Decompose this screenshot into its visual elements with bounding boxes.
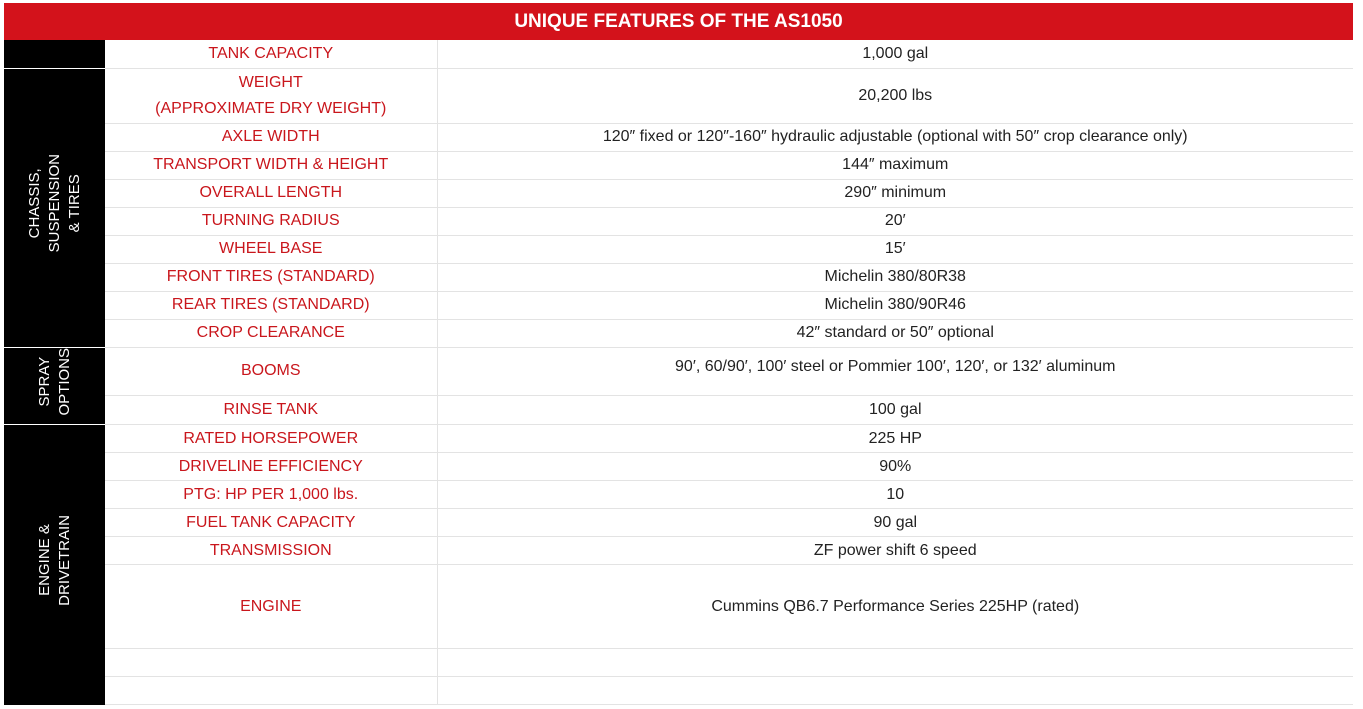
section-engine xyxy=(4,425,105,705)
section-chassis xyxy=(4,68,105,347)
row-label: ENGINE xyxy=(105,565,437,649)
row-label: CROP CLEARANCE xyxy=(105,319,437,347)
table-title: UNIQUE FEATURES OF THE AS1050 xyxy=(4,3,1353,40)
row-label: RINSE TANK xyxy=(105,395,437,424)
row-label-line: WEIGHT xyxy=(238,73,303,91)
table-row xyxy=(4,537,1353,565)
row-value: 20,200 lbs xyxy=(437,68,1353,123)
row-value: 15′ xyxy=(437,235,1353,263)
row-value: Cummins QB6.7 Performance Series 225HP (rated) xyxy=(437,565,1353,649)
table-row xyxy=(4,235,1353,263)
row-label: TANK CAPACITY xyxy=(105,40,437,68)
row-value: 225 HP xyxy=(437,425,1353,453)
row-label-empty xyxy=(105,677,437,705)
row-value: 90′, 60/90′, 100′ steel or Pommier 100′, 120′, or 132′ aluminum xyxy=(437,347,1353,395)
row-label-line: (APPROXIMATE DRY WEIGHT) xyxy=(155,99,387,117)
section-engine-label: ENGINE & DRIVETRAIN xyxy=(35,514,73,606)
row-label: DRIVELINE EFFICIENCY xyxy=(105,453,437,481)
row-value: 90 gal xyxy=(437,509,1353,537)
row-value: 120″ fixed or 120″-160″ hydraulic adjustable (optional with 50″ crop clearance only) xyxy=(437,123,1353,151)
table-row xyxy=(4,207,1353,235)
row-label: AXLE WIDTH xyxy=(105,123,437,151)
row-label-empty xyxy=(105,649,437,677)
table-row xyxy=(4,179,1353,207)
row-label: PTG: HP PER 1,000 lbs. xyxy=(105,481,437,509)
table-row xyxy=(4,453,1353,481)
row-label: TURNING RADIUS xyxy=(105,207,437,235)
table-row xyxy=(4,425,1353,453)
row-value: 100 gal xyxy=(437,395,1353,424)
row-value: 144″ maximum xyxy=(437,151,1353,179)
row-value-empty xyxy=(437,677,1353,705)
table-row xyxy=(4,263,1353,291)
row-label: FRONT TIRES (STANDARD) xyxy=(105,263,437,291)
row-value: 10 xyxy=(437,481,1353,509)
row-value: ZF power shift 6 speed xyxy=(437,537,1353,565)
row-label: BOOMS xyxy=(105,347,437,395)
table-row xyxy=(4,509,1353,537)
table-row xyxy=(4,68,1353,123)
row-label: TRANSMISSION xyxy=(105,537,437,565)
row-value-empty xyxy=(437,649,1353,677)
table-row xyxy=(4,151,1353,179)
row-label: RATED HORSEPOWER xyxy=(105,425,437,453)
table-row xyxy=(4,565,1353,649)
row-label xyxy=(105,68,437,123)
row-value: 20′ xyxy=(437,207,1353,235)
section-cell-top xyxy=(4,40,105,68)
row-label: WHEEL BASE xyxy=(105,235,437,263)
table-row xyxy=(4,395,1353,424)
table-row xyxy=(4,481,1353,509)
spec-table xyxy=(4,40,1353,705)
row-value: 42″ standard or 50″ optional xyxy=(437,319,1353,347)
row-value: Michelin 380/80R38 xyxy=(437,263,1353,291)
table-row xyxy=(4,677,1353,705)
row-label: OVERALL LENGTH xyxy=(105,179,437,207)
section-spray-label: SPRAY OPTIONS xyxy=(35,347,73,416)
row-value: 90% xyxy=(437,453,1353,481)
section-chassis-label: CHASSIS, SUSPENSION & TIRES xyxy=(25,153,83,253)
table-row xyxy=(4,347,1353,395)
row-label: REAR TIRES (STANDARD) xyxy=(105,291,437,319)
section-spray xyxy=(4,347,105,425)
row-label: TRANSPORT WIDTH & HEIGHT xyxy=(105,151,437,179)
row-label: FUEL TANK CAPACITY xyxy=(105,509,437,537)
table-row xyxy=(4,649,1353,677)
row-value: 1,000 gal xyxy=(437,40,1353,68)
table-row xyxy=(4,319,1353,347)
table-row xyxy=(4,291,1353,319)
table-row xyxy=(4,40,1353,68)
row-value: 290″ minimum xyxy=(437,179,1353,207)
row-value: Michelin 380/90R46 xyxy=(437,291,1353,319)
table-row xyxy=(4,123,1353,151)
